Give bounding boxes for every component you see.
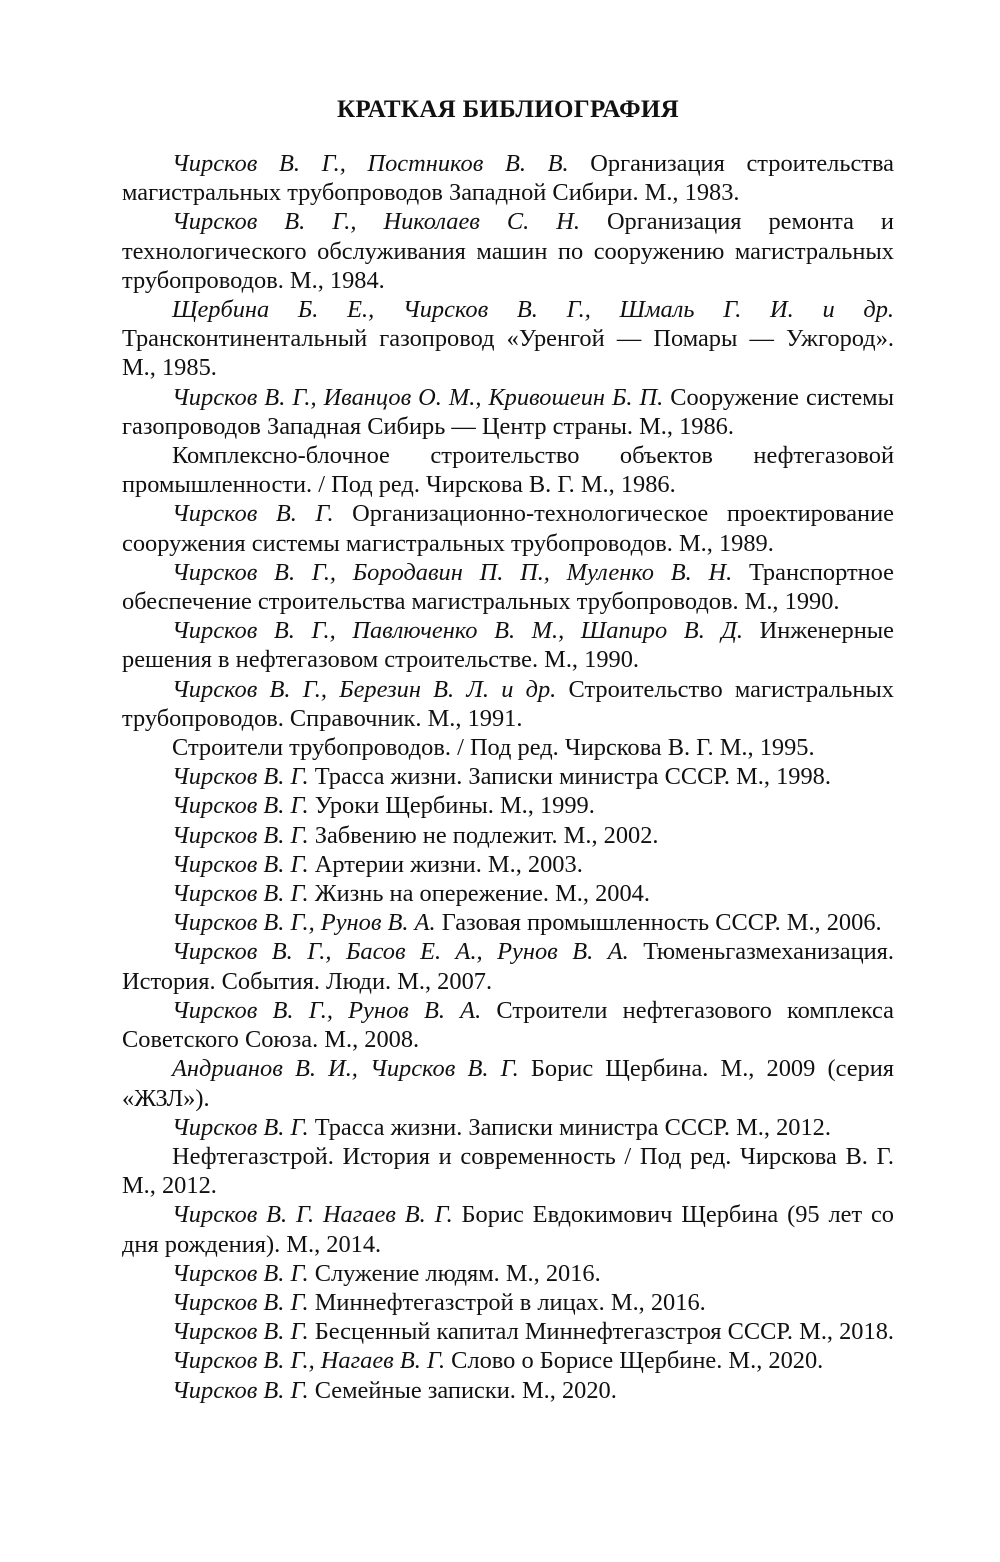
bibliography-entry — [122, 1054, 894, 1112]
entry-authors: Чирсков В. Г. — [172, 1376, 309, 1404]
entry-authors: Чирсков В. Г., Рунов В. А. — [172, 909, 436, 937]
bibliography-entry — [122, 441, 894, 499]
bibliography-entry — [122, 1288, 894, 1317]
bibliography-entry — [122, 1346, 894, 1375]
entry-authors: Чирсков В. Г., Иванцов О. М., Кривошеин Б. П. — [172, 383, 664, 411]
entry-text: Забвению не подлежит. М., 2002. — [308, 821, 659, 849]
entry-text: Строительство магистральных трубопроводов. Справочник. М., 1991. — [122, 675, 894, 732]
entry-text: Сооружение системы газопроводов Западная Сибирь — Центр страны. М., 1986. — [122, 383, 895, 440]
entry-text: Служение людям. М., 2016. — [308, 1259, 601, 1287]
bibliography-entry — [122, 499, 894, 557]
entry-authors: Чирсков В. Г., Николаев С. Н. — [172, 208, 580, 236]
entry-text: Семейные записки. М., 2020. — [308, 1376, 617, 1404]
entry-authors: Чирсков В. Г. — [172, 792, 309, 820]
bibliography-entry — [122, 1376, 894, 1405]
entry-text: Транспортное обеспечение строительства магистральных трубопроводов. М., 1990. — [122, 558, 894, 616]
entry-text: Нефтегазстрой. История и современность / Под ред. Чирскова В. Г. М., 2012. — [122, 1142, 894, 1200]
bibliography-entry — [122, 791, 894, 820]
entry-text: Организационно-технологическое проектирование сооружения системы магистральных трубопроводов. М., 1989. — [122, 500, 894, 557]
bibliography-entry — [122, 295, 894, 383]
bibliography-entry — [122, 879, 894, 908]
entry-text: Артерии жизни. М., 2003. — [308, 850, 583, 878]
entry-text: Трансконтинентальный газопровод «Уренгой — Помары — Ужгород». М., 1985. — [122, 325, 894, 382]
entry-text: Организация строительства магистральных трубопроводов Западной Сибири. М., 1983. — [122, 150, 894, 207]
bibliography-list — [122, 149, 894, 1405]
bibliography-entry — [122, 762, 894, 791]
bibliography-entry — [122, 850, 894, 879]
entry-text: Инженерные решения в нефтегазовом строительстве. М., 1990. — [122, 617, 894, 674]
entry-authors: Чирсков В. Г. Нагаев В. Г. — [172, 1201, 453, 1229]
entry-authors: Чирсков В. Г., Березин В. Л. и др. — [172, 675, 557, 703]
entry-text: Слово о Борисе Щербине. М., 2020. — [445, 1347, 824, 1375]
entry-authors: Чирсков В. Г. — [172, 1288, 309, 1316]
document-page — [122, 0, 894, 1405]
entry-text: Борис Евдокимович Щербина (95 лет со дня рождения). М., 2014. — [122, 1201, 894, 1258]
bibliography-entry — [122, 937, 894, 995]
bibliography-entry — [122, 1317, 894, 1346]
entry-authors: Чирсков В. Г. — [172, 821, 309, 849]
entry-text: Строители нефтегазового комплекса Советского Союза. М., 2008. — [122, 996, 894, 1054]
entry-authors: Чирсков В. Г. — [172, 850, 309, 878]
bibliography-entry — [122, 383, 894, 441]
entry-text: Организация ремонта и технологического обслуживания машин по сооружению магистральных трубопроводов. М., 1984. — [122, 208, 894, 294]
entry-authors: Чирсков В. Г. — [172, 763, 309, 791]
entry-authors: Чирсков В. Г., Нагаев В. Г. — [172, 1347, 446, 1375]
entry-text: Трасса жизни. Записки министра СССР. М., 2012. — [308, 1113, 831, 1141]
bibliography-entry — [122, 908, 894, 937]
entry-text: Жизнь на опережение. М., 2004. — [308, 880, 650, 908]
entry-authors: Чирсков В. Г., Рунов В. А. — [172, 996, 482, 1024]
entry-authors: Чирсков В. Г. — [172, 1318, 309, 1346]
page-title: КРАТКАЯ БИБЛИОГРАФИЯ — [336, 96, 680, 123]
bibliography-entry — [122, 1113, 894, 1142]
entry-authors: Чирсков В. Г. — [172, 1113, 309, 1141]
bibliography-entry — [122, 996, 894, 1054]
entry-authors: Щербина Б. Е., Чирсков В. Г., Шмаль Г. И. и др. — [172, 296, 894, 324]
entry-authors: Чирсков В. Г. — [172, 880, 309, 908]
bibliography-entry — [122, 675, 894, 733]
entry-authors: Чирсков В. Г., Постников В. В. — [172, 150, 569, 177]
bibliography-entry — [122, 1200, 894, 1258]
entry-authors: Чирсков В. Г., Павлюченко В. М., Шапиро В. Д. — [172, 617, 744, 645]
bibliography-entry — [122, 821, 894, 850]
bibliography-entry — [122, 558, 894, 616]
bibliography-entry — [122, 149, 894, 207]
bibliography-entry — [122, 207, 894, 295]
bibliography-entry — [122, 616, 894, 674]
entry-authors: Чирсков В. Г. — [172, 1259, 309, 1287]
entry-authors: Андрианов В. И., Чирсков В. Г. — [172, 1055, 519, 1083]
entry-authors: Чирсков В. Г., Басов Е. А., Рунов В. А. — [172, 938, 629, 966]
entry-text: Трасса жизни. Записки министра СССР. М., 1998. — [308, 763, 831, 791]
entry-authors: Чирсков В. Г. — [172, 500, 334, 528]
entry-text: Уроки Щербины. М., 1999. — [308, 792, 595, 820]
entry-text: Миннефтегазстрой в лицах. М., 2016. — [308, 1288, 706, 1316]
entry-text: Бесценный капитал Миннефтегазстроя СССР. М., 2018. — [308, 1318, 894, 1346]
bibliography-entry — [122, 1259, 894, 1288]
bibliography-entry — [122, 733, 894, 762]
entry-authors: Чирсков В. Г., Бородавин П. П., Муленко В. Н. — [172, 558, 733, 586]
entry-text: Газовая промышленность СССР. М., 2006. — [435, 909, 882, 937]
entry-text: Борис Щербина. М., 2009 (серия «ЖЗЛ»). — [122, 1055, 894, 1112]
bibliography-entry — [122, 1142, 894, 1200]
entry-text: Комплексно-блочное строительство объектов нефтегазовой промышленности. / Под ред. Чирскова В. Г. М., 1986. — [122, 442, 894, 499]
entry-text: Строители трубопроводов. / Под ред. Чирскова В. Г. М., 1995. — [172, 734, 815, 762]
entry-text: Тюменьгазмеханизация. История. События. Люди. М., 2007. — [122, 938, 894, 995]
